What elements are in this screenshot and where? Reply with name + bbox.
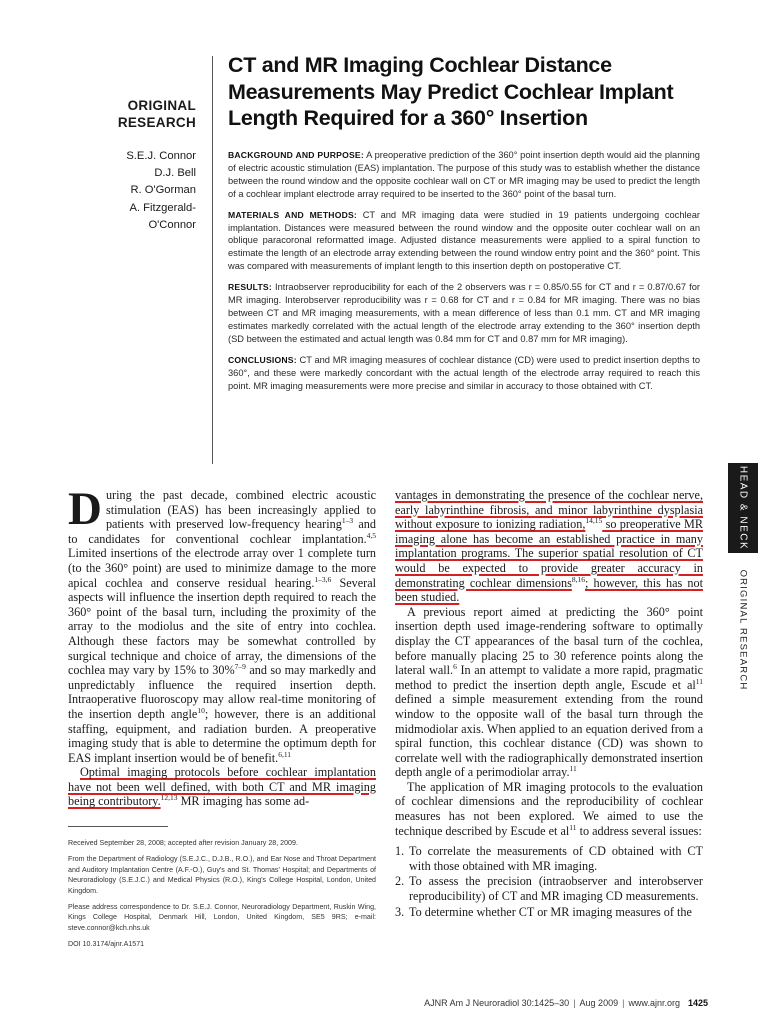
author-list [126,148,196,234]
highlighted-text: so preoperative MR imaging alone has become an established practice in many implantation programs. The superior spatial resolution of CT would be expected to provide greater accuracy in demonstrating cochlear dimensions [395,517,703,590]
author-name: O'Connor [148,218,196,231]
body-paragraph [395,488,703,605]
body-text: defined a simple measurement extending from the round window to the opposite wall of the basal turn through the midmodiolar axis. When applied to an equation derived from a spiral function, this cochlear distance (CD) was shown to correlate well with the radiographically demonstrated insertion depth angle of a perimodiolar array. [395,692,703,780]
abstract-conclusions [228,354,700,393]
page-footer: AJNR Am J Neuroradiol 30:1425–30 | Aug 2009 | www.ajnr.org 1425 [424,998,708,1008]
body-text: and to candidates for conventional cochlear implantation. [68,517,376,546]
journal-citation: AJNR Am J Neuroradiol 30:1425–30 [424,998,570,1008]
correspondence-note: Please address correspondence to Dr. S.E.J. Connor, Neuroradiology Department, Ruskin Wing, Kings College Hospital, Denmark Hill, London, United Kingdom, SE5 9RS; e-mail: steve.connor@kch.nhs.uk [68,903,376,932]
body-column-right [395,488,703,920]
body-text: uring the past decade, combined electric acoustic stimulation (EAS) has been increasingly applied to patients with preserved low-frequency hearing [105,488,376,532]
citation: 14,15 [585,516,603,526]
page-number: 1425 [687,998,708,1008]
body-text: The application of MR imaging protocols to the evaluation of cochlear dimensions and the reproducibility of cochlear measures has not been explored. We aimed to use the technique described by Escude et al [395,779,703,838]
body-column-left [68,483,376,809]
side-tab-label: HEAD & NECK [737,465,749,551]
highlighted-text: ; however, this has not been studied. [395,575,703,605]
citation: 11 [695,676,703,686]
body-text: and so may markedly and unpredictably influence the required insertion depth. Intraoperative fluoroscopy may allow real-time monitoring of the insertion depth angle [68,663,376,721]
body-text: Limited insertions of the electrode array over 1 complete turn (to the 360° point) are used to minimize damage to the more apical cochlea and conserve residual hearing. [68,546,376,590]
section-side-tab [728,463,758,553]
body-paragraph [395,605,703,780]
body-text: Several aspects will influence the insertion depth required to reach the 360° point of the basal turn, including the proximity of the array to the modiolus and the site of entry into cochlea. Although these factors may be somewhat controlled by surgical technique and choice of array, the dimensions of the cochlea may vary by 15% to 30% [68,575,376,678]
body-text: A previous report aimed at predicting the 360° point insertion depth used image-rendering software to optimally display the CT appearances of the basal turn of the cochlea, before manually placing 25 to 30 reference points along the lateral wall. [395,604,703,678]
author-name: D.J. Bell [154,167,196,180]
list-item [395,844,703,873]
list-text: To determine whether CT or MR imaging measures of the [409,904,692,919]
abstract-heading: MATERIALS AND METHODS: [228,209,357,220]
header-divider [212,56,213,464]
received-note: Received September 28, 2008; accepted after revision January 28, 2009. [68,839,298,847]
author-name: S.E.J. Connor [126,150,196,162]
list-item [395,905,703,920]
list-text: To correlate the measurements of CD obtained with CT with those obtained with MR imaging. [409,844,703,873]
author-name: R. O'Gorman [130,184,196,197]
side-section-label [735,560,751,700]
article-title: CT and MR Imaging Cochlear Distance Measurements May Predict Cochlear Implant Length Required for a 360° Insertion [228,53,674,130]
abstract-heading: BACKGROUND AND PURPOSE: [228,150,364,160]
citation: 6,11 [278,749,292,759]
affiliation-note: From the Department of Radiology (S.E.J.C., D.J.B., R.O.), and Ear Nose and Throat Department and Auditory Implantation Centre (A.F.-O.), Guy's and St. Thomas' Hospital; and Departments of Neuroradiology (S.E.J.C.) and Medical Physics (R.O.), King's College Hospital, London, United Kingdom. [68,855,376,895]
citation: 7–9 [234,662,246,672]
section-label-line: RESEARCH [117,115,196,130]
citation: 6 [453,662,457,672]
journal-url: www.ajnr.org [628,998,680,1008]
issue-date: Aug 2009 [579,998,619,1008]
citation: 12,13 [160,793,178,803]
author-name: A. Fitzgerald- [129,201,196,214]
list-number: 1. [395,844,405,859]
abstract-heading: RESULTS: [228,282,272,293]
body-text: MR imaging has some ad- [177,794,310,809]
body-paragraph [68,765,376,809]
section-label-line: ORIGINAL [127,98,196,113]
abstract [228,149,700,400]
section-label [118,97,196,131]
highlighted-text: vantages in demonstrating the presence of the cochlear nerve, early labyrinthine fibrosis, and minor labyrinthine dysplasia without exposure to ionizing radiation, [395,488,703,532]
list-item [395,874,703,903]
citation: 11 [569,764,577,774]
doi-note: DOI 10.3174/ajnr.A1571 [68,940,145,949]
list-number: 2. [395,874,405,889]
abstract-text: CT and MR imaging measures of cochlear distance (CD) were used to predict insertion depths to 360°, and these were markedly concordant with the actual length of the electrode array required to reach this point. MR imaging measurements were more precise and similar in accuracy to those obtained with CT. [228,354,700,391]
body-paragraph [395,780,703,838]
abstract-text: Intraobserver reproducibility for each of the 2 observers was r = 0.85/0.55 for CT and r = 0.87/0.67 for MR imaging. Interobserver reproducibility was r = 0.68 for CT and r = 0.84 for MR imaging. There was no bias between CT and MR imaging measurements, with a mean difference of less than 0.1 mm. CT and MR imaging estimates markedly correlated with the actual length of the electrode array extending to the 360° insertion depth (SD between the estimated and actual length was 0.84 mm for CT and 0.87 mm for MR imaging). [228,282,700,344]
citation: 10 [197,705,205,715]
citation: 4,5 [366,530,376,540]
body-text: to address several issues: [576,823,702,838]
abstract-background [228,149,700,201]
highlighted-text: Optimal imaging protocols before cochlear implantation have not been well defined, with both CT and MR imaging being contributory. [68,765,376,809]
list-text: To assess the precision (intraobserver and interobserver reproducibility) of CT and MR imaging CD measurements. [409,874,703,904]
abstract-text: CT and MR imaging data were studied in 19 patients undergoing cochlear implantation. Distances were measured between the round window and the opposite outer cochlear wall on an oblique paracoronal reformatted image. Adjusted distance measurements were applied to a spiral function to estimate the length of an electrode array extending between the round window entry point and the 360° point. This was compared with measurements of implant length to this insertion depth on postoperative CT. [228,209,700,272]
footnote-divider [68,826,168,827]
side-label-text: ORIGINAL RESEARCH [737,569,749,691]
study-aims-list [395,844,703,919]
intro-paragraph [68,483,376,765]
footnotes [68,838,376,956]
citation: 1–3,6 [314,574,332,584]
citation: 1–3 [341,516,354,526]
drop-cap: D [68,483,102,535]
abstract-methods [228,209,700,274]
abstract-text: A preoperative prediction of the 360° point insertion depth would aid the planning of electric acoustic stimulation (EAS) implantation. The purpose of this study was to establish whether the distance between the round window and the opposite cochlear wall on CT or MR imaging may be used to predict the length of a cochlear implant electrode array required to be inserted to the 360° point of the basal turn. [228,150,700,199]
list-number: 3. [395,904,405,919]
body-text: ; however, there is an additional staffing, equipment, and radiation burden. A preoperative imaging study that is able to determine the optimum depth for EAS implant insertion would be of benefit. [68,706,376,765]
citation: 11 [569,822,577,832]
abstract-results [228,281,700,346]
body-text: In an attempt to validate a more rapid, pragmatic method to predict the insertion depth angle, Escude et al [395,663,703,692]
citation: 8,16 [571,574,585,584]
abstract-heading: CONCLUSIONS: [228,354,297,365]
